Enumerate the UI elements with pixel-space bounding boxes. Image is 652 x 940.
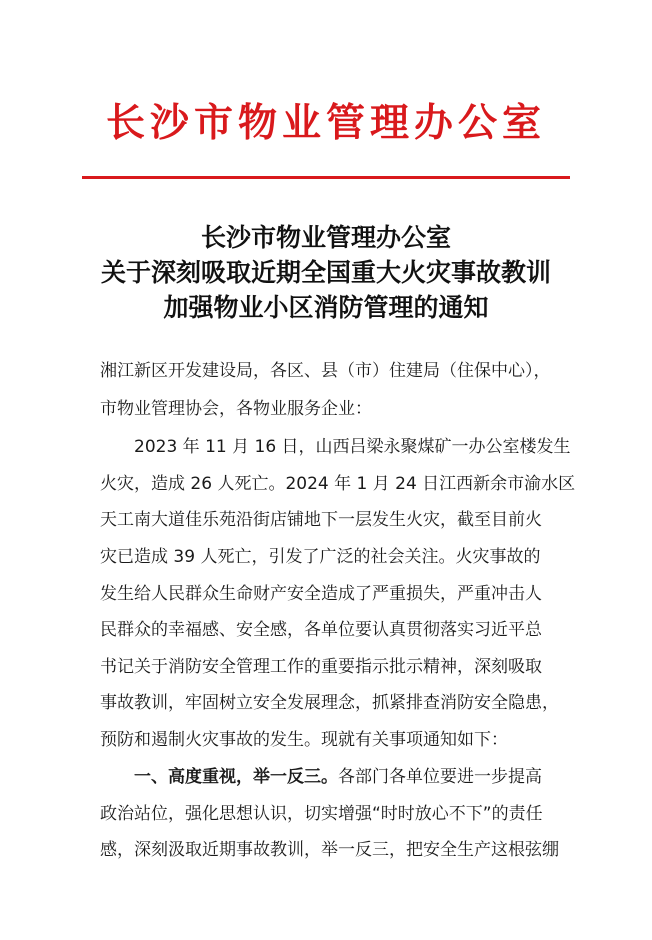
masthead-org-name: 长沙市物业管理办公室 (105, 100, 546, 146)
paragraph-1-line-text: 火灾，造成 26 人死亡。2024 年 1 月 24 日江西新余市渝水区 (100, 474, 576, 494)
document-title-line-3: 加强物业小区消防管理的通知 (163, 293, 489, 322)
paragraph-1-line-text: 灾已造成 39 人死亡，引发了广泛的社会关注。火灾事故的 (100, 547, 541, 567)
masthead-red-rule (82, 176, 570, 179)
section-heading-1: 一、高度重视，举一反三。 (134, 767, 338, 787)
paragraph-2-line-text: 感，深刻汲取近期事故教训，举一反三，把安全生产这根弦绷 (100, 840, 559, 860)
document-title-line-1: 长沙市物业管理办公室 (200, 223, 451, 252)
paragraph-1-line-text: 天工南大道佳乐苑沿街店铺地下一层发生火灾，截至目前火 (100, 510, 542, 530)
document-title-line-2: 关于深刻吸取近期全国重大火灾事故教训 (100, 258, 551, 287)
paragraph-1-line-text: 书记关于消防安全管理工作的重要指示批示精神，深刻吸取 (100, 657, 542, 677)
paragraph-2-line-1-rest: 各部门各单位要进一步提高 (338, 767, 542, 787)
recipients-line-1-text: 湘江新区开发建设局，各区、县（市）住建局（住保中心）， (100, 361, 551, 381)
paragraph-1-line-text: 发生给人民群众生命财产安全造成了严重损失，严重冲击人 (100, 584, 542, 604)
recipients-line-2-text: 市物业管理协会，各物业服务企业： (100, 399, 372, 419)
paragraph-2-line-text (134, 766, 542, 788)
paragraph-2-line-text: 政治站位，强化思想认识，切实增强“时时放心不下”的责任 (100, 804, 543, 824)
paragraph-1-line-text: 事故教训，牢固树立安全发展理念，抓紧排查消防安全隐患， (100, 693, 559, 713)
paragraph-1-line-text: 预防和遏制火灾事故的发生。现就有关事项通知如下： (100, 730, 508, 750)
paragraph-1-line-text: 2023 年 11 月 16 日，山西吕梁永聚煤矿一办公室楼发生 (134, 437, 571, 457)
paragraph-1-line-text: 民群众的幸福感、安全感，各单位要认真贯彻落实习近平总 (100, 620, 542, 640)
